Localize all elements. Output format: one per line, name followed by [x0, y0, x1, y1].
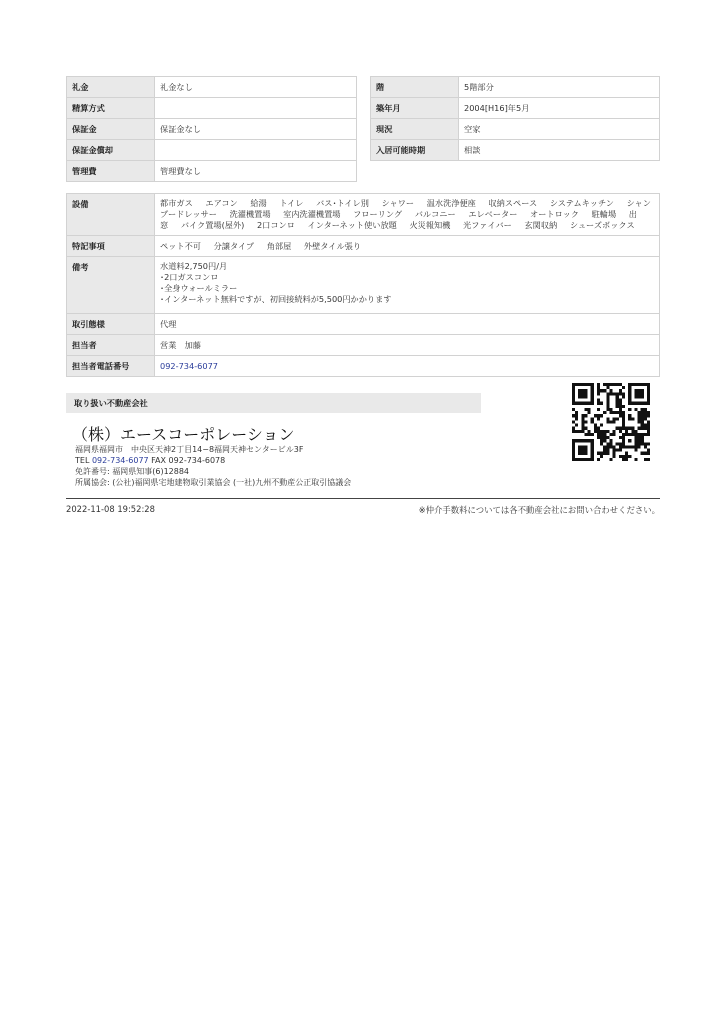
staff-row: [67, 335, 660, 356]
equipment-label: 設備: [67, 194, 155, 236]
equipment-item: 火災報知機: [409, 220, 451, 230]
equipment-item: エアコン: [205, 198, 238, 208]
special-item: 分譲タイプ: [213, 240, 255, 251]
left-info-value: 保証金なし: [155, 119, 357, 140]
tel-label: TEL: [75, 456, 90, 465]
right-info-row: [371, 77, 660, 98]
left-info-row: [67, 77, 357, 98]
commission-note: ※仲介手数料については各不動産会社にお問い合わせください。: [418, 505, 660, 515]
equipment-item: インターネット使い放題: [307, 220, 397, 230]
equipment-item: バルコニー: [414, 209, 456, 219]
left-info-value: [155, 140, 357, 161]
note-line: ･全身ウォールミラー: [160, 283, 238, 293]
left-info-label: 保証金償却: [67, 140, 155, 161]
qr-code-icon: [572, 383, 650, 461]
special-item: ペット不可: [160, 240, 201, 251]
special-row: [67, 236, 660, 257]
left-info-row: [67, 161, 357, 182]
company-details: [75, 444, 351, 488]
note-line: ･インターネット無料ですが、初回接続料が5,500円かかります: [160, 294, 392, 304]
special-item: 角部屋: [266, 240, 292, 251]
fax-label: FAX: [151, 456, 166, 465]
left-info-value: 管理費なし: [155, 161, 357, 182]
right-info-label: 築年月: [371, 98, 459, 119]
equipment-item: 温水洗浄便座: [426, 198, 476, 208]
left-info-row: [67, 119, 357, 140]
equipment-item: バス･トイレ別: [316, 198, 369, 208]
staff-phone-link[interactable]: 092-734-6077: [160, 360, 219, 371]
left-info-label: 管理費: [67, 161, 155, 182]
right-info-value: 2004[H16]年5月: [459, 98, 660, 119]
print-timestamp: 2022-11-08 19:52:28: [66, 504, 155, 514]
equipment-item: 都市ガス: [160, 198, 193, 208]
notes-value: [155, 257, 660, 314]
footer-divider: [66, 498, 660, 499]
right-info-row: [371, 119, 660, 140]
left-info-label: 礼金: [67, 77, 155, 98]
left-info-table: [66, 76, 357, 182]
equipment-item: システムキッチン: [549, 198, 614, 208]
right-info-label: 現況: [371, 119, 459, 140]
right-info-row: [371, 98, 660, 119]
equipment-item: 給湯: [250, 198, 267, 208]
company-contact: [75, 455, 351, 466]
association: 所属協会: (公社)福岡県宅地建物取引業協会 (一社)九州不動産公正取引協議会: [75, 478, 352, 487]
deal-row: [67, 314, 660, 335]
fax-number: 092-734-6078: [168, 456, 226, 465]
left-info-row: [67, 98, 357, 119]
right-info-label: 階: [371, 77, 459, 98]
right-info-label: 入居可能時期: [371, 140, 459, 161]
equipment-item: 玄関収納: [524, 220, 558, 230]
staff-label: 担当者: [67, 335, 155, 356]
special-value: [155, 236, 660, 257]
equipment-item: フローリング: [353, 209, 403, 219]
note-line: 水道料2,750円/月: [160, 261, 228, 271]
company-name: （株）エースコーポレーション: [72, 425, 295, 444]
special-item: 外壁タイル張り: [303, 240, 362, 251]
equipment-item: 2口コンロ: [256, 220, 295, 230]
notes-label: 備考: [67, 257, 155, 314]
equipment-item: シャンプードレッサー: [160, 198, 651, 219]
equipment-item: エレベーター: [468, 209, 518, 219]
detail-table: [66, 193, 660, 377]
license-number: 免許番号: 福岡県知事(6)12884: [75, 467, 190, 476]
left-info-label: 精算方式: [67, 98, 155, 119]
equipment-item: 収納スペース: [488, 198, 538, 208]
equipment-item: 出窓: [160, 209, 637, 230]
right-info-row: [371, 140, 660, 161]
equipment-item: バイク置場(屋外): [180, 220, 245, 230]
right-info-table: [370, 76, 660, 161]
equipment-item: 駐輪場: [591, 209, 617, 219]
notes-row: [67, 257, 660, 314]
left-info-row: [67, 140, 357, 161]
equipment-row: [67, 194, 660, 236]
left-info-value: 礼金なし: [155, 77, 357, 98]
left-info-label: 保証金: [67, 119, 155, 140]
staff-value: 営業 加藤: [155, 335, 660, 356]
company-address: 福岡県福岡市 中央区天神2丁目14−8福岡天神センタービル3F: [75, 445, 304, 454]
equipment-item: 室内洗濯機置場: [283, 209, 341, 219]
equipment-item: シャワー: [381, 198, 415, 208]
company-section-title: 取り扱い不動産会社: [66, 393, 481, 413]
right-info-value: 5階部分: [459, 77, 660, 98]
staff-phone-label: 担当者電話番号: [67, 356, 155, 377]
special-label: 特記事項: [67, 236, 155, 257]
right-info-value: 相談: [459, 140, 660, 161]
deal-label: 取引態様: [67, 314, 155, 335]
equipment-value: [155, 194, 660, 236]
equipment-item: 光ファイバー: [463, 220, 512, 230]
equipment-item: シューズボックス: [569, 220, 635, 230]
right-info-value: 空家: [459, 119, 660, 140]
staff-phone-row: [67, 356, 660, 377]
equipment-item: トイレ: [279, 198, 304, 208]
left-info-value: [155, 98, 357, 119]
deal-value: 代理: [155, 314, 660, 335]
tel-link[interactable]: 092-734-6077: [91, 456, 149, 465]
equipment-item: オートロック: [530, 209, 579, 219]
note-line: ･2口ガスコンロ: [160, 272, 219, 282]
equipment-item: 洗濯機置場: [229, 209, 271, 219]
